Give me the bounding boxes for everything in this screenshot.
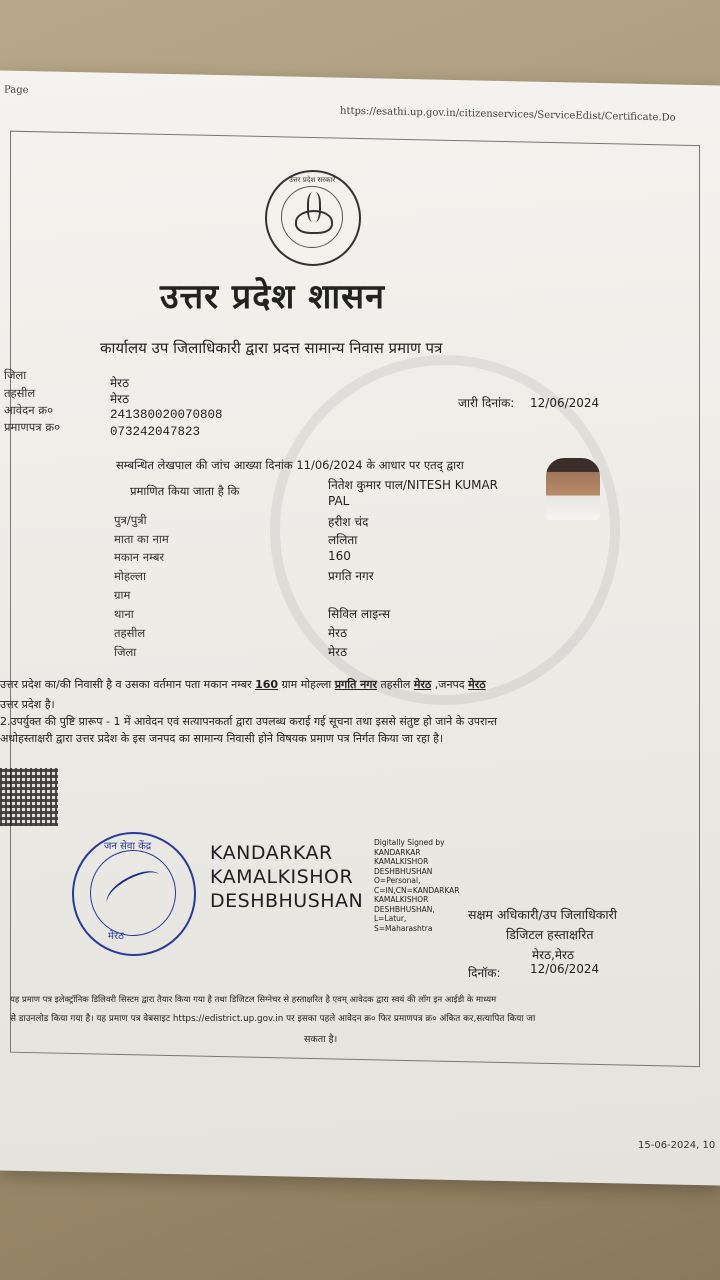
footer-line-2: से डाउनलोड किया गया है। यह प्रमाण पत्र वेबसाइट https://edistrict.up.gov.in पर इसका पहले आवेदन क्र० फिर प्रमाणपत्र क्र० अंकित कर,सत्यापित किया जा <box>10 1014 536 1024</box>
police-station-value: सिविल लाइन्स <box>328 607 391 621</box>
intro-line-1: सम्बन्धित लेखपाल की जांच आख्या दिनांक 11/06/2024 के आधार पर एतद् द्वारा <box>116 458 464 472</box>
residence-statement: उत्तर प्रदेश का/की निवासी है व उसका वर्तमान पता मकान नम्बर 160 ग्राम मोहल्ला प्रगति नगर तहसील मेरठ ,जनपद मेरठ <box>0 678 486 691</box>
mother-label: माता का नाम <box>114 532 169 546</box>
tehsil-value: मेरठ <box>110 392 130 406</box>
certificate-number-label: प्रमाणपत्र क्र० <box>4 420 61 434</box>
issue-date-label: जारी दिनांक: <box>458 396 515 410</box>
authority-location: मेरठ,मेरठ <box>532 948 574 962</box>
authority-digital-signed: डिजिटल हस्ताक्षरित <box>506 927 594 942</box>
mother-value: ललिता <box>328 533 358 547</box>
signer-name-line-1: KANDARKAR <box>210 842 333 864</box>
signer-name-line-2: KAMALKISHOR <box>210 866 354 888</box>
intro-line-2: प्रमाणित किया जाता है कि <box>130 484 240 498</box>
residence-tehsil: मेरठ <box>413 678 432 691</box>
father-label: पुत्र/पुत्री <box>114 513 147 527</box>
signed-date-label: दिनॉक: <box>468 966 501 980</box>
district-label: जिला <box>4 368 27 382</box>
applicant-name-line-2: PAL <box>328 494 350 508</box>
application-number-value: 241380020070808 <box>110 408 223 422</box>
locality-label: मोहल्ला <box>114 569 146 583</box>
applicant-photo <box>546 458 600 520</box>
house-number-label: मकान नम्बर <box>114 550 165 564</box>
footer-line-1: यह प्रमाण पत्र इलेक्ट्रॉनिक डिलिवरी सिस्टम द्वारा तैयार किया गया है तथा डिजिटल सिग्नेचर से हस्ताक्षरित है एवम् आवेदक द्वारा स्वयं की लॉग इन आईडी के माध्यम <box>10 994 497 1004</box>
emblem-text: उत्तर प्रदेश सरकार <box>289 176 336 184</box>
applicant-tehsil-value: मेरठ <box>328 626 348 640</box>
official-seal-stamp <box>72 832 196 956</box>
up-government-emblem-icon <box>265 170 361 266</box>
page-label: Page <box>4 84 29 97</box>
verification-line-2: अधोहस्ताक्षरी द्वारा उत्तर प्रदेश के इस जनपद का सामान्य निवासी होने विषयक प्रमाण पत्र निर्गत किया जा रहा है। <box>0 732 444 745</box>
applicant-tehsil-label: तहसील <box>114 626 146 640</box>
verification-line-1: 2.उपर्युक्त की पुष्टि प्रारूप - 1 में आवेदन एवं सत्यापनकर्ता द्वारा उपलब्ध कराई गई सूचना तथा इससे संतुष्ट हो जाने के उपरान्त <box>0 715 498 728</box>
qr-code <box>0 768 58 826</box>
residence-locality: प्रगति नगर <box>334 678 377 691</box>
residence-statement-line-2: उत्तर प्रदेश है। <box>0 698 55 711</box>
applicant-district-value: मेरठ <box>328 645 348 659</box>
issue-date-value: 12/06/2024 <box>530 396 600 410</box>
authority-designation: सक्षम अधिकारी/उप जिलाधिकारी <box>468 907 617 922</box>
certificate-title: उत्तर प्रदेश शासन <box>160 277 386 317</box>
district-value: मेरठ <box>110 376 130 390</box>
signer-name-line-3: DESHBHUSHAN <box>210 890 364 912</box>
applicant-name-line-1: नितेश कुमार पाल/NITESH KUMAR <box>328 478 499 492</box>
certificate-subtitle: कार्यालय उप जिलाधिकारी द्वारा प्रदत्त सामान्य निवास प्रमाण पत्र <box>100 339 443 357</box>
digital-signature-details: Digitally Signed by KANDARKAR KAMALKISHOR DESHBHUSHAN O=Personal, C=IN,CN=KANDARKAR KAMALKISHOR DESHBHUSHAN, L=Latur, S=Maharashtra <box>374 838 460 933</box>
page-url: https://esathi.up.gov.in/citizenservices/ServiceEdist/Certificate.Do <box>340 105 676 124</box>
residence-house-number: 160 <box>255 678 279 691</box>
house-number-value: 160 <box>328 549 351 563</box>
signed-date-value: 12/06/2024 <box>530 962 600 976</box>
certificate-number-value: 073242047823 <box>110 425 201 439</box>
applicant-district-label: जिला <box>114 645 137 659</box>
print-timestamp: 15-06-2024, 10 <box>638 1140 716 1151</box>
footer-line-3: सकता है। <box>304 1034 338 1045</box>
police-station-label: थाना <box>114 607 134 621</box>
application-number-label: आवेदन क्र० <box>4 403 54 417</box>
father-value: हरीश चंद <box>328 515 369 529</box>
locality-value: प्रगति नगर <box>328 569 374 583</box>
seal-bottom-text: मेरठ <box>108 931 124 942</box>
village-label: ग्राम <box>114 588 131 602</box>
seal-top-text: जन सेवा केंद्र <box>104 841 152 852</box>
residence-district: मेरठ <box>468 678 486 691</box>
tehsil-label: तहसील <box>4 386 36 400</box>
